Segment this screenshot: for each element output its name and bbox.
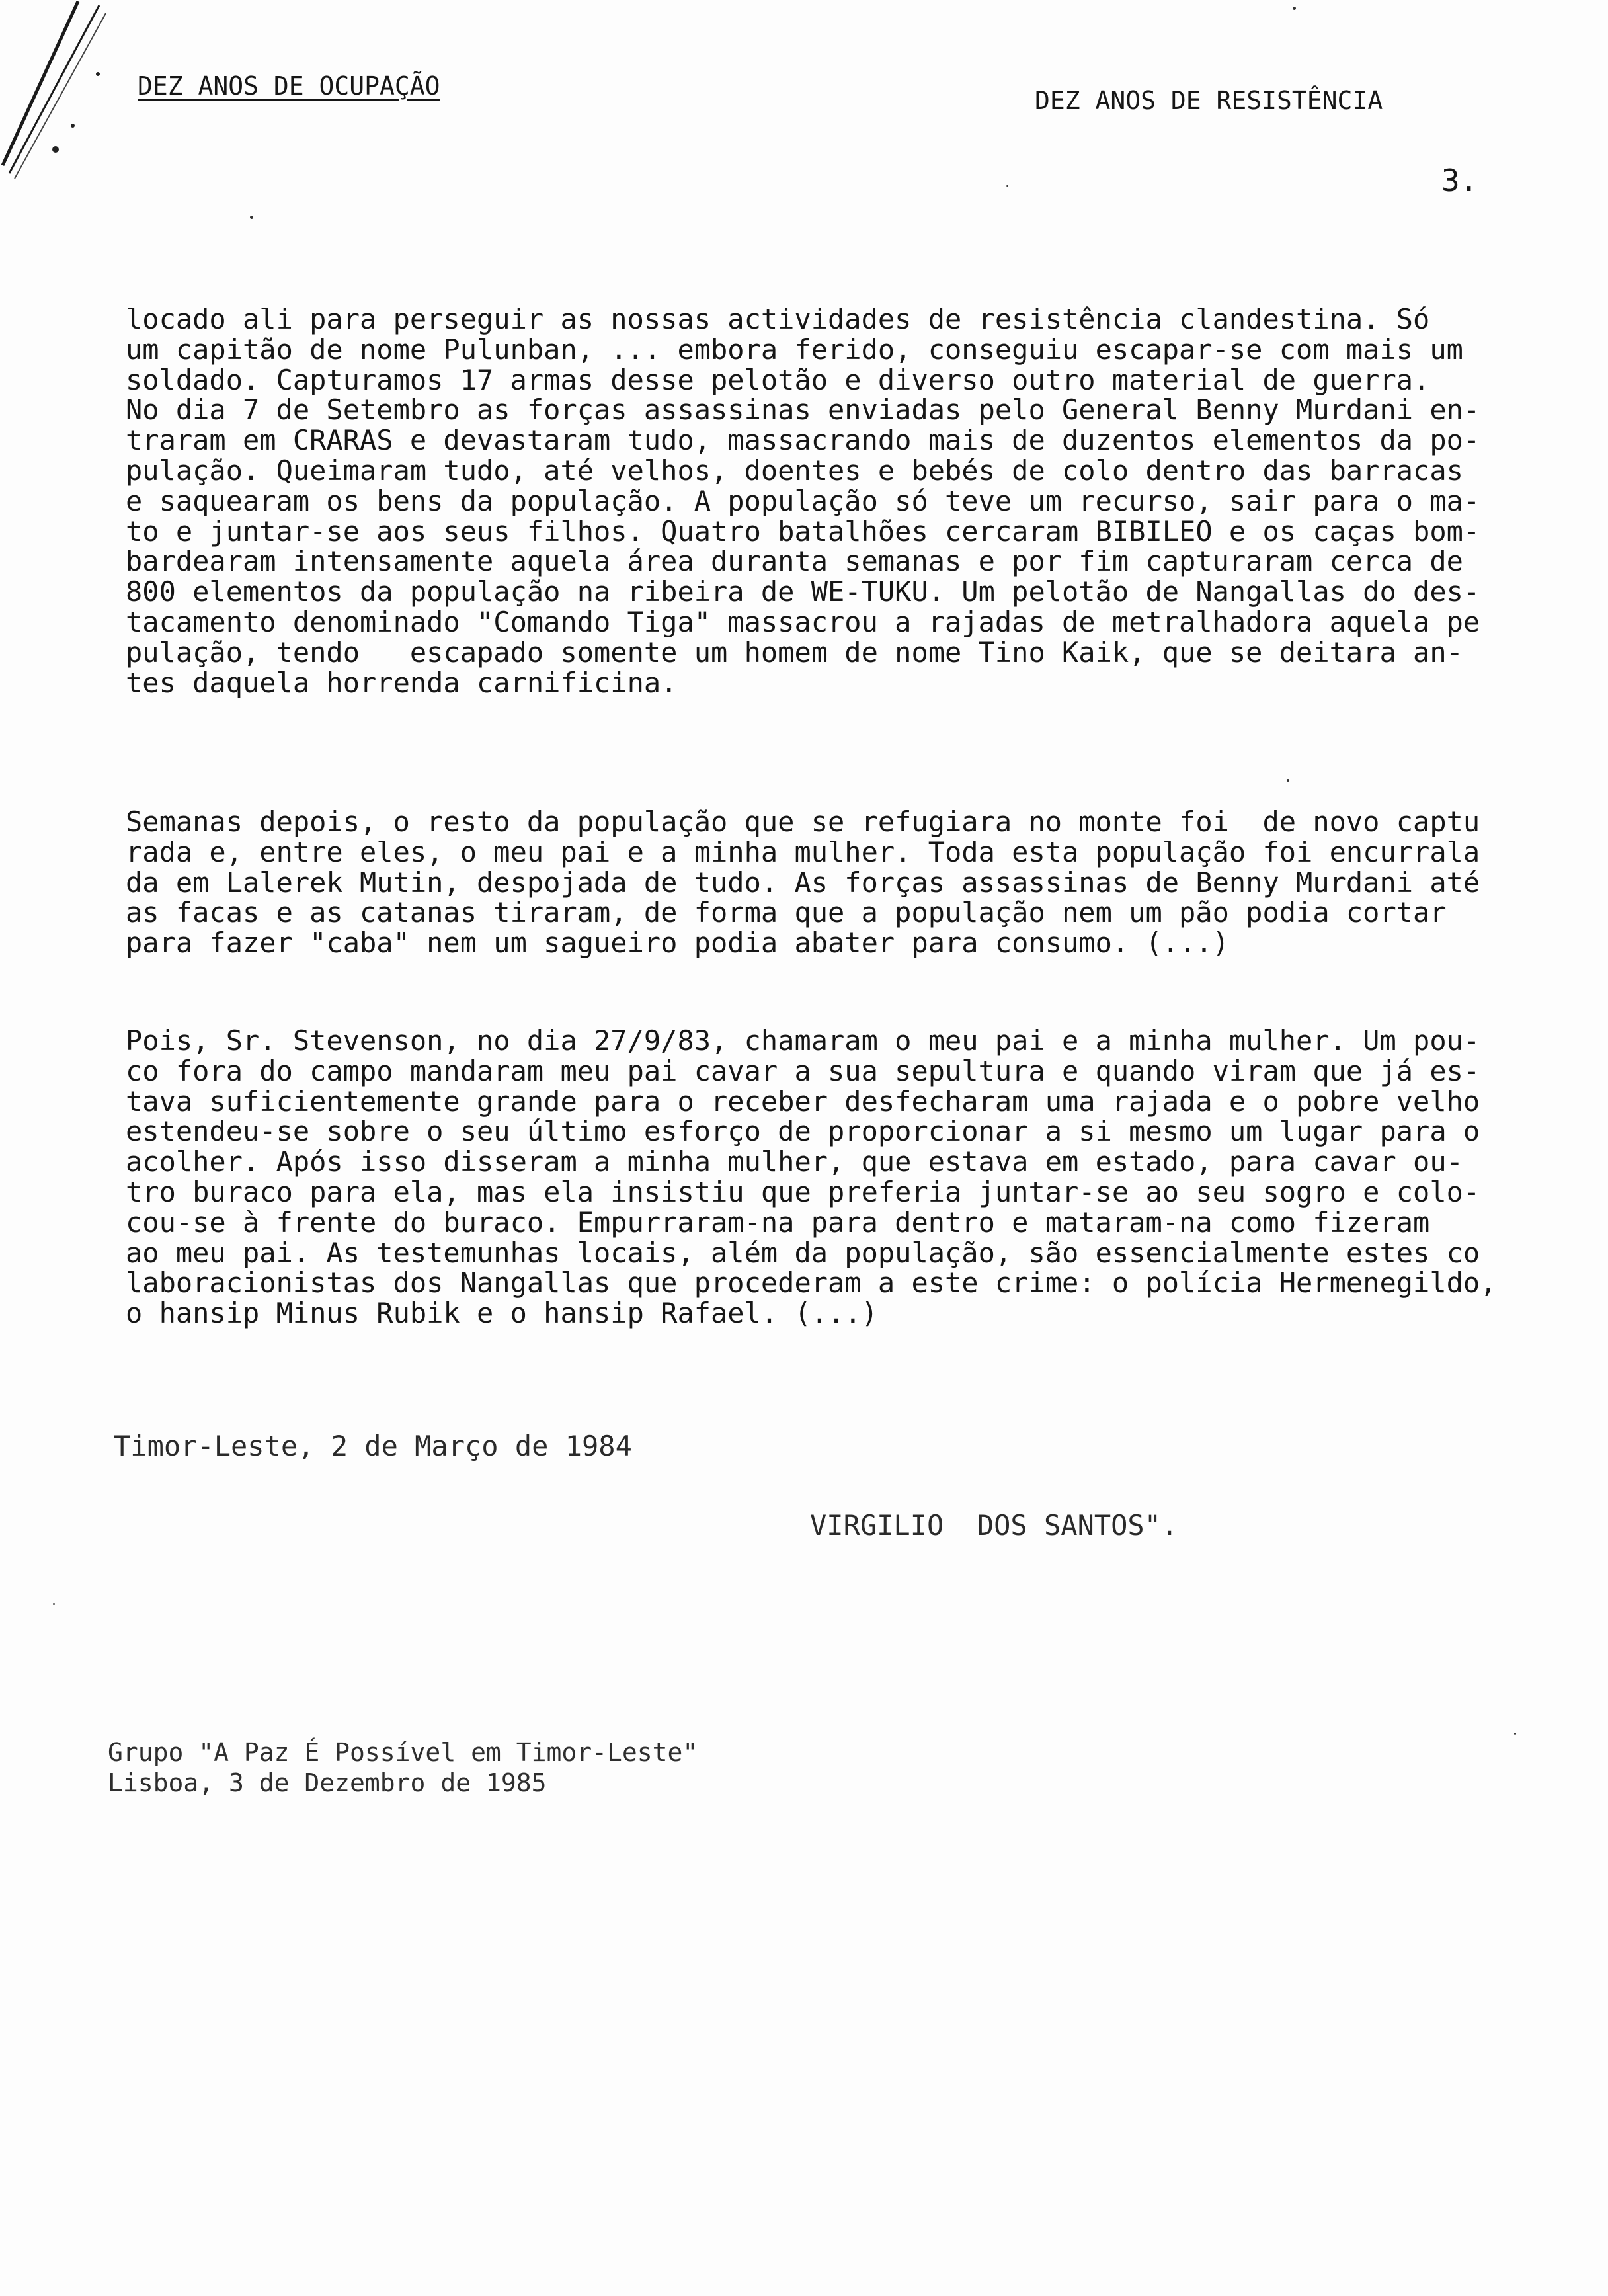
- text-line: pulação. Queimaram tudo, até velhos, doentes e bebés de colo dentro das barracas: [126, 454, 1463, 487]
- text-line: No dia 7 de Setembro as forças assassinas enviadas pelo General Benny Murdani en-: [126, 393, 1480, 427]
- text-line: as facas e as catanas tiraram, de forma que a população nem um pão podia cortar: [126, 896, 1447, 929]
- scan-speck: [1006, 185, 1008, 187]
- header-right-title: DEZ ANOS DE RESISTÊNCIA: [1035, 86, 1383, 115]
- text-line: traram em CRARAS e devastaram tudo, massacrando mais de duzentos elementos da po-: [126, 424, 1480, 457]
- text-line: tes daquela horrenda carnificina.: [126, 666, 678, 699]
- text-line: tro buraco para ela, mas ela insistiu que preferia juntar-se ao seu sogro e colo-: [126, 1175, 1480, 1208]
- paragraph-2: [126, 805, 1488, 960]
- header-left-title: DEZ ANOS DE OCUPAÇÃO: [138, 71, 440, 101]
- scan-speck: [1514, 1733, 1516, 1735]
- text-line: da em Lalerek Mutin, despojada de tudo. As forças assassinas de Benny Murdani até: [126, 866, 1480, 899]
- paragraph-1: [126, 303, 1488, 699]
- page-number: 3.: [1441, 163, 1478, 198]
- text-line: rada e, entre eles, o meu pai e a minha mulher. Toda esta população foi encurrala: [126, 835, 1480, 868]
- text-line: 800 elementos da população na ribeira de WE-TUKU. Um pelotão de Nangallas do des-: [126, 575, 1480, 608]
- text-line: estendeu-se sobre o seu último esforço de proporcionar a si mesmo um lugar para o: [126, 1115, 1480, 1148]
- text-line: tava suficientemente grande para o receber desfecharam uma rajada e o pobre velho: [126, 1085, 1480, 1118]
- text-line: Pois, Sr. Stevenson, no dia 27/9/83, chamaram o meu pai e a minha mulher. Um pou-: [126, 1024, 1480, 1057]
- text-line: laboracionistas dos Nangallas que procederam a este crime: o polícia Hermenegildo,: [126, 1266, 1497, 1299]
- place-date-line: Timor-Leste, 2 de Março de 1984: [114, 1430, 632, 1462]
- text-line: acolher. Após isso disseram a minha mulher, que estava em estado, para cavar ou-: [126, 1145, 1463, 1178]
- text-line: cou-se à frente do buraco. Empurraram-na para dentro e mataram-na como fizeram: [126, 1206, 1430, 1239]
- signature: VIRGILIO DOS SANTOS".: [810, 1509, 1178, 1541]
- text-line: soldado. Capturamos 17 armas desse pelotão e diverso outro material de guerra.: [126, 363, 1430, 396]
- text-line: um capitão de nome Pulunban, ... embora ferido, conseguiu escapar-se com mais um: [126, 333, 1463, 366]
- text-line: Semanas depois, o resto da população que se refugiara no monte foi de novo captu: [126, 805, 1480, 838]
- footer-place-date: Lisboa, 3 de Dezembro de 1985: [108, 1768, 547, 1797]
- text-line: bardearam intensamente aquela área duranta semanas e por fim capturaram cerca de: [126, 545, 1463, 578]
- footer-group-name: Grupo "A Paz É Possível em Timor-Leste": [108, 1738, 698, 1767]
- text-line: ao meu pai. As testemunhas locais, além da população, são essencialmente estes co: [126, 1236, 1480, 1269]
- scan-speck: [1287, 779, 1289, 782]
- text-line: tacamento denominado "Comando Tiga" massacrou a rajadas de metralhadora aquela pe: [126, 605, 1480, 638]
- text-line: para fazer "caba" nem um sagueiro podia abater para consumo. (...): [126, 926, 1229, 960]
- text-line: locado ali para perseguir as nossas actividades de resistência clandestina. Só: [126, 303, 1430, 335]
- scan-speck: [250, 216, 253, 219]
- paragraph-3: [126, 1024, 1497, 1330]
- footer-attribution: [108, 1738, 698, 1799]
- scan-speck: [1293, 7, 1296, 10]
- text-line: to e juntar-se aos seus filhos. Quatro batalhões cercaram BIBILEO e os caças bom-: [126, 514, 1480, 548]
- corner-pen-stroke: [0, 0, 132, 198]
- text-line: o hansip Minus Rubik e o hansip Rafael. (...): [126, 1297, 878, 1330]
- text-line: co fora do campo mandaram meu pai cavar a sua sepultura e quando viram que já es-: [126, 1054, 1480, 1087]
- scan-speck: [53, 1603, 55, 1605]
- text-line: e saquearam os bens da população. A população só teve um recurso, sair para o ma-: [126, 484, 1480, 517]
- text-line: pulação, tendo escapado somente um homem de nome Tino Kaik, que se deitara an-: [126, 636, 1463, 669]
